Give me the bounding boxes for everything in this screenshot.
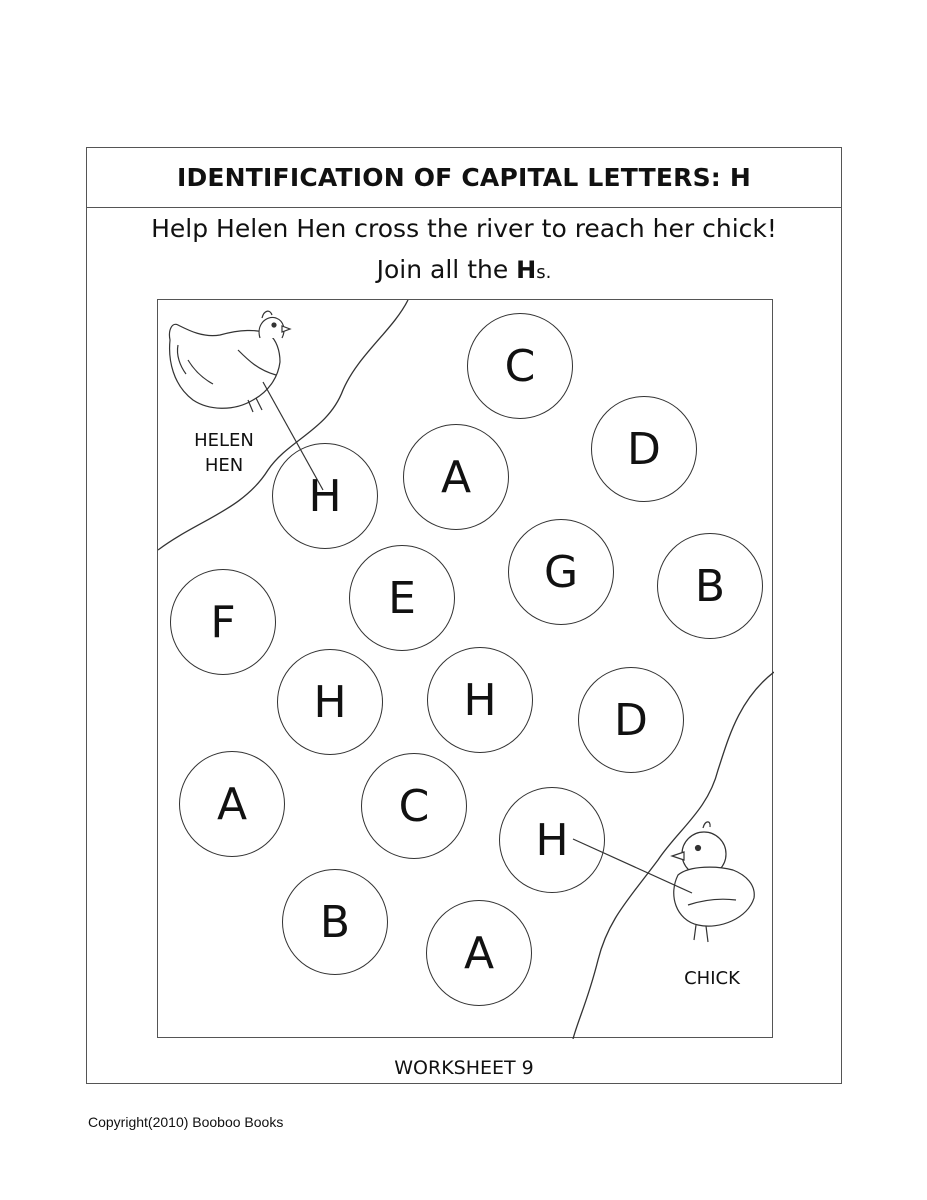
letter-circle[interactable]: D [591, 396, 697, 502]
letter-circle[interactable]: G [508, 519, 614, 625]
letter-circle[interactable]: H [499, 787, 605, 893]
letter-circle[interactable]: C [467, 313, 573, 419]
letter-circle[interactable]: A [426, 900, 532, 1006]
letter-circle[interactable]: B [657, 533, 763, 639]
worksheet-title: IDENTIFICATION OF CAPITAL LETTERS: H [176, 163, 752, 192]
river-map [157, 299, 773, 1038]
instruction-line-1: Help Helen Hen cross the river to reach her chick! [151, 214, 777, 243]
letter-circle[interactable]: D [578, 667, 684, 773]
worksheet-footer: WORKSHEET 9 [394, 1057, 534, 1079]
copyright: Copyright(2010) Booboo Books [88, 1114, 284, 1130]
instruction-prefix: Join all the [376, 255, 517, 284]
letter-circle[interactable]: H [427, 647, 533, 753]
letter-circle[interactable]: H [272, 443, 378, 549]
letter-circle[interactable]: F [170, 569, 276, 675]
hen-label-line1: HELEN [194, 430, 254, 451]
letter-circle[interactable]: E [349, 545, 455, 651]
letter-circle[interactable]: A [179, 751, 285, 857]
instruction-suffix: s. [536, 262, 552, 283]
instruction-line-2 [87, 255, 841, 284]
letter-circle[interactable]: A [403, 424, 509, 530]
chick-icon [672, 822, 754, 942]
title-bar [87, 148, 841, 208]
letter-circle[interactable]: C [361, 753, 467, 859]
hen-label-line2: HEN [204, 455, 244, 476]
letter-circle[interactable]: B [282, 869, 388, 975]
worksheet-frame [86, 147, 842, 1084]
instruction-letter: H [516, 256, 537, 284]
chick-label: CHICK [684, 968, 740, 989]
letter-circle[interactable]: H [277, 649, 383, 755]
hen-label [176, 428, 272, 478]
